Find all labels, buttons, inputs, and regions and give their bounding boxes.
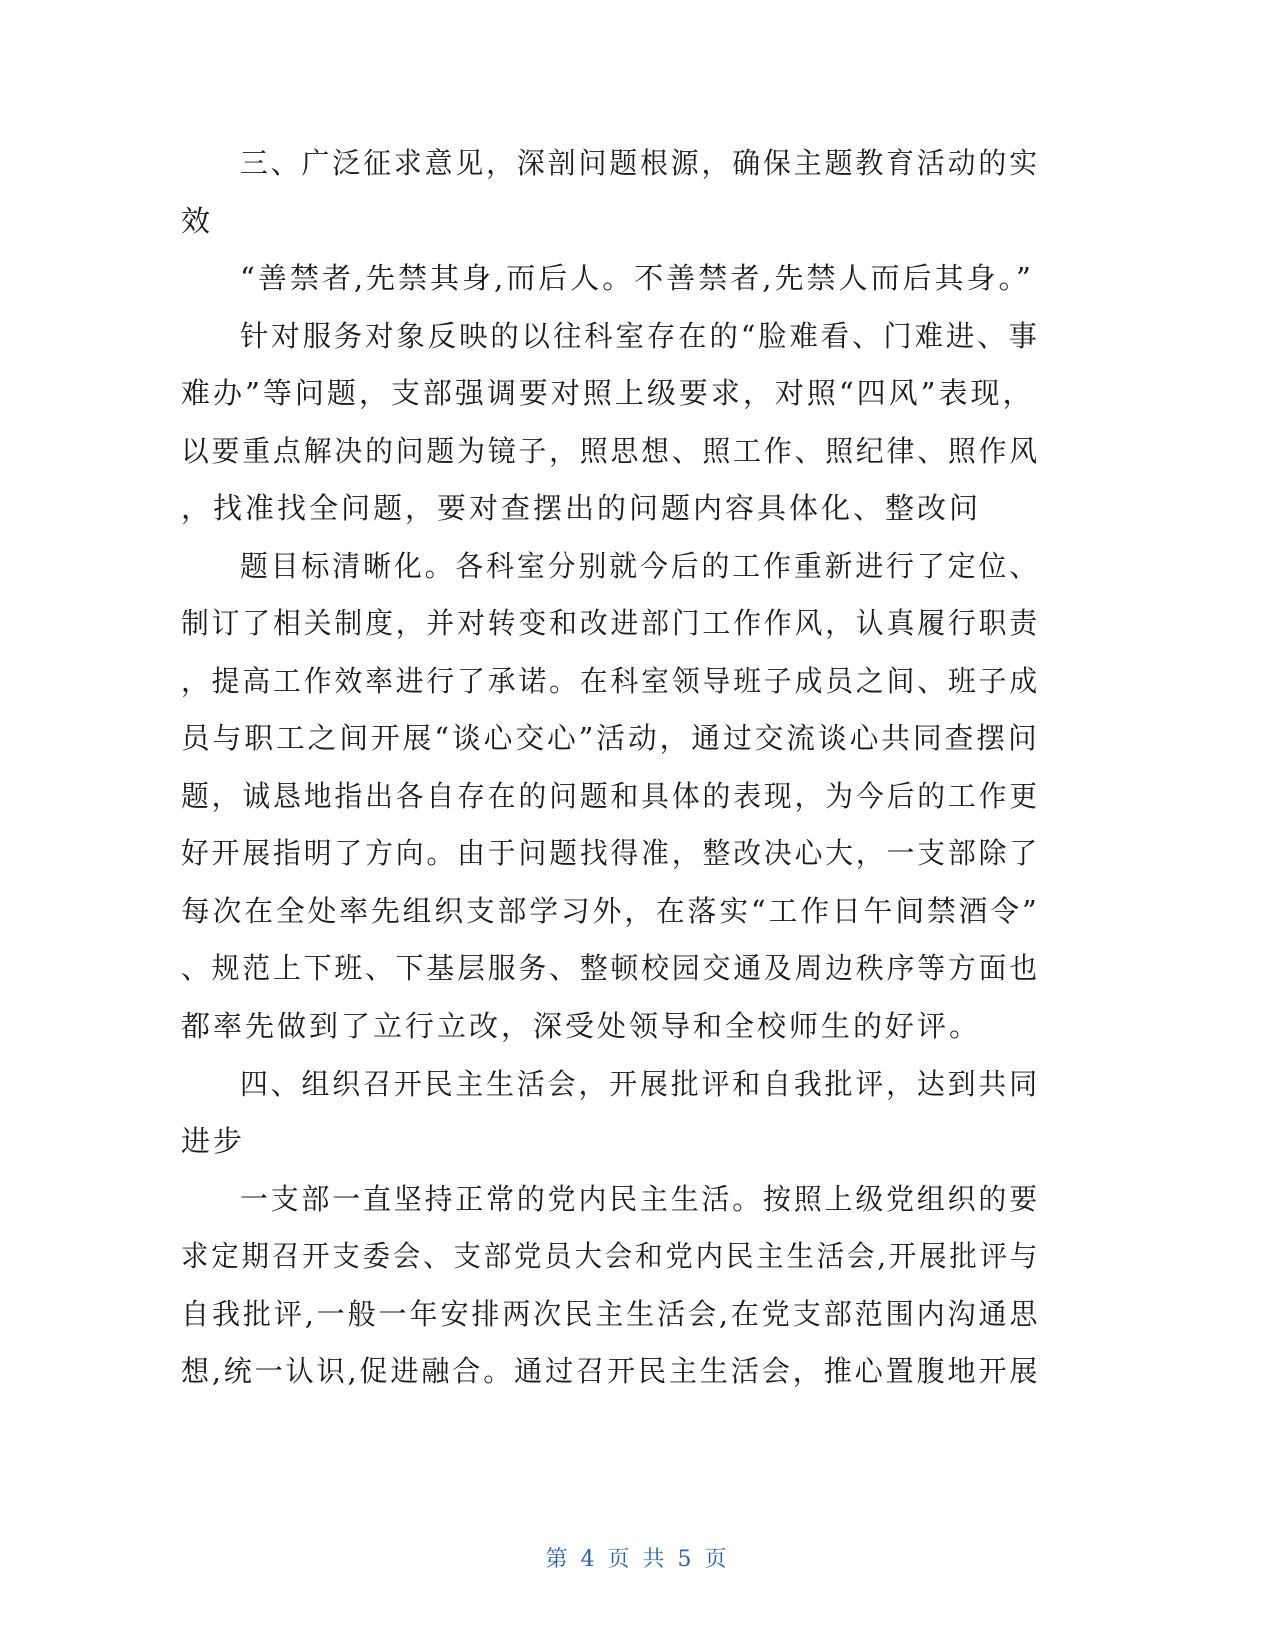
paragraph-line: 自我批评,一般一年安排两次民主生活会,在党支部范围内沟通思	[181, 1297, 1041, 1331]
paragraph-line: 好开展指明了方向。由于问题找得准，整改决心大，一支部除了	[181, 836, 1041, 870]
paragraph-line: ，提高工作效率进行了承诺。在科室领导班子成员之间、班子成	[181, 664, 1041, 698]
paragraph-line: 制订了相关制度，并对转变和改进部门工作作风，认真履行职责	[181, 606, 1041, 640]
paragraph-line: 想,统一认识,促进融合。通过召开民主生活会，推心置腹地开展	[181, 1354, 1041, 1388]
paragraph-line: 题目标清晰化。各科室分别就今后的工作重新进行了定位、	[240, 549, 1040, 583]
paragraph-line: 每次在全处率先组织支部学习外，在落实“工作日午间禁酒令”	[181, 894, 1040, 928]
paragraph-line: 难办”等问题，支部强调要对照上级要求，对照“四风”表现，	[181, 376, 1035, 410]
section-heading-3-line-1: 三、广泛征求意见，深剖问题根源，确保主题教育活动的实	[240, 146, 1040, 180]
paragraph-line: 都率先做到了立行立改，深受处领导和全校师生的好评。	[181, 1009, 982, 1043]
paragraph-line: 求定期召开支委会、支部党员大会和党内民主生活会,开展批评与	[181, 1239, 1041, 1273]
section-heading-3-line-2: 效	[181, 204, 214, 238]
paragraph-line: ，找准找全问题，要对查摆出的问题内容具体化、整改问	[181, 491, 982, 525]
quote-paragraph: “善禁者,先禁其身,而后人。不善禁者,先禁人而后其身。”	[240, 261, 1034, 295]
paragraph-line: 针对服务对象反映的以往科室存在的“脸难看、门难进、事	[240, 319, 1040, 353]
section-heading-4-line-2: 进步	[181, 1124, 246, 1158]
paragraph-line: 以要重点解决的问题为镜子，照思想、照工作、照纪律、照作风	[181, 434, 1041, 468]
page-number-footer: 第 4 页 共 5 页	[545, 1547, 730, 1572]
paragraph-line: 员与职工之间开展“谈心交心”活动，通过交流谈心共同查摆问	[181, 721, 1040, 755]
paragraph-line: 题，诚恳地指出各自存在的问题和具体的表现，为今后的工作更	[181, 779, 1041, 813]
paragraph-line: 一支部一直坚持正常的党内民主生活。按照上级党组织的要	[240, 1182, 1040, 1216]
paragraph-line: 、规范上下班、下基层服务、整顿校园交通及周边秩序等方面也	[181, 951, 1041, 985]
section-heading-4-line-1: 四、组织召开民主生活会，开展批评和自我批评，达到共同	[240, 1067, 1040, 1101]
